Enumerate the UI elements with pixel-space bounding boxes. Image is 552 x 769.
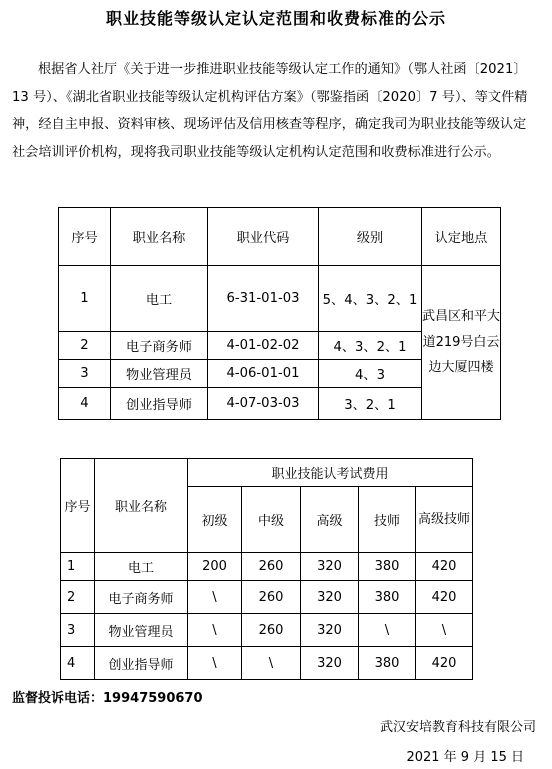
header-cell: 级别 [319,208,422,266]
occupation-name: 电子商务师 [95,581,188,614]
row-number: 4 [59,388,111,420]
row-number: 3 [61,614,95,647]
fee-cell: \ [188,647,242,680]
occupation-level: 3、2、1 [319,388,422,420]
level-header: 高级技师 [416,487,473,553]
fee-cell: 420 [416,647,473,680]
certification-location: 武昌区和平大道219号白云边大厦四楼 [422,266,501,420]
occupation-name: 电工 [95,553,188,581]
header-cell: 职业名称 [95,459,188,553]
header-cell: 职业代码 [208,208,319,266]
row-number: 2 [61,581,95,614]
header-cell: 序号 [59,208,111,266]
level-header: 中级 [242,487,301,553]
occupation-code: 6-31-01-03 [208,266,319,332]
table-header-row [61,459,473,487]
occupation-name: 创业指导师 [95,647,188,680]
level-header: 高级 [301,487,359,553]
occupation-name: 物业管理员 [111,360,208,388]
occupation-name: 电工 [111,266,208,332]
level-header: 技师 [359,487,416,553]
fee-cell: 320 [301,581,359,614]
fee-cell: 260 [242,614,301,647]
row-number: 2 [59,332,111,360]
certification-scope-table [58,207,501,420]
occupation-name: 电子商务师 [111,332,208,360]
fee-cell: 420 [416,553,473,581]
document-title: 职业技能等级认定认定范围和收费标准的公示 [105,9,446,28]
table-row [59,266,501,332]
occupation-level: 4、3、2、1 [319,332,422,360]
fee-cell: 200 [188,553,242,581]
fee-cell: \ [188,581,242,614]
table-row [61,553,473,581]
fee-cell: \ [188,614,242,647]
fee-cell: 320 [301,647,359,680]
occupation-code: 4-06-01-01 [208,360,319,388]
occupation-name: 物业管理员 [95,614,188,647]
hotline-label: 监督投诉电话： [12,691,104,706]
fee-cell: 260 [242,553,301,581]
fee-cell: 320 [301,614,359,647]
occupation-level: 4、3 [319,360,422,388]
header-cell: 序号 [61,459,95,553]
header-cell: 职业技能认考试费用 [188,459,473,487]
fee-cell: \ [359,614,416,647]
occupation-level: 5、4、3、2、1 [319,266,422,332]
fee-standard-table [60,458,473,680]
hotline-number: 19947590670 [103,691,203,706]
occupation-code: 4-07-03-03 [208,388,319,420]
occupation-name: 创业指导师 [111,388,208,420]
fee-cell: 380 [359,553,416,581]
fee-cell: \ [242,647,301,680]
table-row [61,581,473,614]
level-header: 初级 [188,487,242,553]
fee-cell: 380 [359,581,416,614]
fee-cell: 260 [242,581,301,614]
header-cell: 认定地点 [422,208,501,266]
row-number: 1 [59,266,111,332]
fee-cell: 320 [301,553,359,581]
document-date: 2021 年 9 月 15 日 [406,750,524,765]
header-cell: 职业名称 [111,208,208,266]
complaint-hotline [12,687,203,706]
occupation-code: 4-01-02-02 [208,332,319,360]
table-row [61,614,473,647]
table-header-row [59,208,501,266]
fee-cell: 420 [416,581,473,614]
intro-paragraph: 根据省人社厅《关于进一步推进职业技能等级认定工作的通知》（鄂人社函〔2021〕13 号）、《湖北省职业技能等级认定机构评估方案》（鄂鉴指函〔2020〕7 号）、等文件精神，经自主申报、资料审核、现场评估及信用核查等程序，确定我司为职业技能等级认定社会培训评价机构，现将我司职业技能等级认定机构认定范围和收费标准进行公示。 [12,62,528,160]
table-row [61,647,473,680]
fee-cell: 380 [359,647,416,680]
row-number: 4 [61,647,95,680]
fee-cell: \ [416,614,473,647]
row-number: 3 [59,360,111,388]
company-name: 武汉安培教育科技有限公司 [379,720,536,735]
row-number: 1 [61,553,95,581]
